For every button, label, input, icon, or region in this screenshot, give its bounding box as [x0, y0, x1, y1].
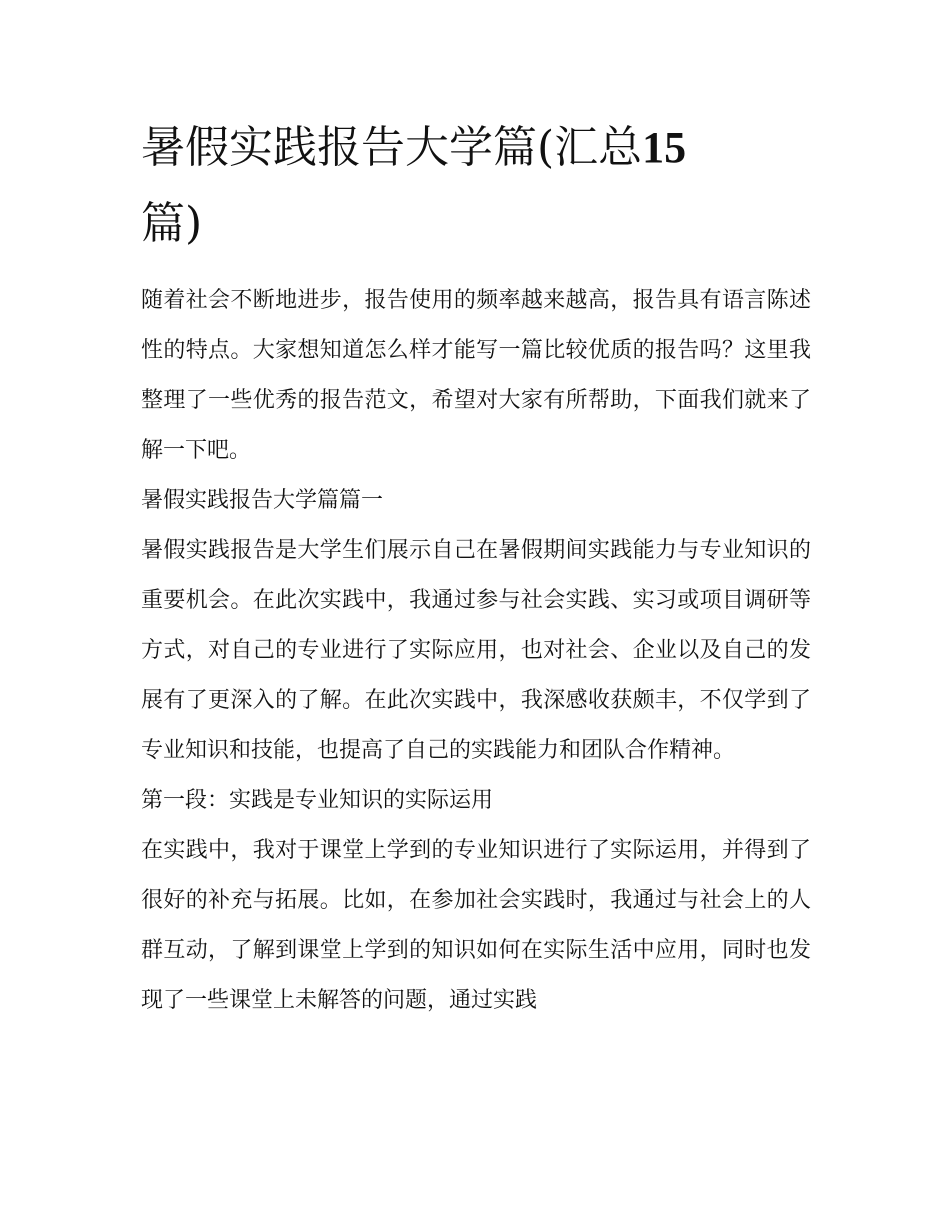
intro-paragraph: 随着社会不断地进步，报告使用的频率越来越高，报告具有语言陈述性的特点。大家想知道怎么样才能写一篇比较优质的报告吗？这里我整理了一些优秀的报告范文，希望对大家有所帮助，下面我们就来了解一下吧。	[141, 288, 811, 463]
title-text-end: 篇)	[141, 198, 203, 249]
section-paragraph: 暑假实践报告是大学生们展示自己在暑假期间实践能力与专业知识的重要机会。在此次实践中，我通过参与社会实践、实习或项目调研等方式，对自己的专业进行了实际应用，也对社会、企业以及自己的发展有了更深入的了解。在此次实践中，我深感收获颇丰，不仅学到了专业知识和技能，也提高了自己的实践能力和团队合作精神。	[141, 538, 811, 763]
document-page	[141, 110, 811, 1026]
document-title	[141, 110, 811, 262]
section-heading: 暑假实践报告大学篇篇一	[141, 488, 384, 513]
title-number: 15	[642, 123, 687, 172]
title-text: 暑假实践报告大学篇(汇总	[141, 122, 643, 173]
subsection-heading: 第一段：实践是专业知识的实际运用	[141, 788, 494, 813]
subsection-paragraph: 在实践中，我对于课堂上学到的专业知识进行了实际运用，并得到了很好的补充与拓展。比如，在参加社会实践时，我通过与社会上的人群互动，了解到课堂上学到的知识如何在实际生活中应用，同时也发现了一些课堂上未解答的问题，通过实践	[141, 838, 811, 1013]
